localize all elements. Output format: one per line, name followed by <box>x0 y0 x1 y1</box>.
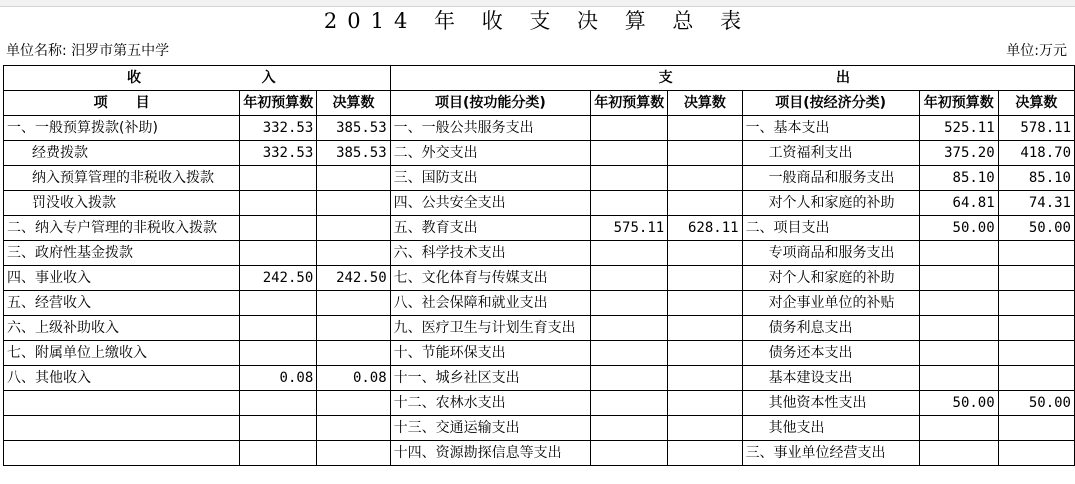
income-item-cell: 经费拨款 <box>4 141 240 166</box>
economic-budget-cell <box>919 366 998 391</box>
economic-budget-cell: 375.20 <box>919 141 998 166</box>
income-budget-cell <box>240 316 317 341</box>
economic-item-cell: 基本建设支出 <box>742 366 919 391</box>
function-final-cell <box>668 341 742 366</box>
table-row <box>4 316 1075 341</box>
economic-final-cell <box>998 316 1074 341</box>
function-final-cell <box>668 166 742 191</box>
income-budget-cell: 332.53 <box>240 141 317 166</box>
function-item-cell: 十一、城乡社区支出 <box>390 366 591 391</box>
economic-item-cell: 专项商品和服务支出 <box>742 241 919 266</box>
economic-item-header: 项目(按经济分类) <box>742 91 919 116</box>
function-item-cell: 十二、农林水支出 <box>390 391 591 416</box>
economic-final-cell <box>998 266 1074 291</box>
income-budget-header: 年初预算数 <box>240 91 317 116</box>
income-item-cell <box>4 441 240 466</box>
economic-final-cell <box>998 366 1074 391</box>
function-budget-cell <box>591 116 668 141</box>
economic-item-cell: 债务利息支出 <box>742 316 919 341</box>
economic-final-cell: 50.00 <box>998 216 1074 241</box>
economic-budget-cell: 50.00 <box>919 391 998 416</box>
function-item-cell: 五、教育支出 <box>390 216 591 241</box>
function-final-cell <box>668 366 742 391</box>
table-row <box>4 341 1075 366</box>
economic-final-header: 决算数 <box>998 91 1074 116</box>
income-item-cell: 三、政府性基金拨款 <box>4 241 240 266</box>
economic-budget-cell: 64.81 <box>919 191 998 216</box>
income-item-cell: 八、其他收入 <box>4 366 240 391</box>
economic-budget-cell: 50.00 <box>919 216 998 241</box>
economic-budget-cell <box>919 266 998 291</box>
function-final-cell <box>668 266 742 291</box>
income-item-cell: 二、纳入专户管理的非税收入拨款 <box>4 216 240 241</box>
economic-budget-cell <box>919 291 998 316</box>
economic-item-cell: 对企事业单位的补贴 <box>742 291 919 316</box>
budget-summary-table <box>3 65 1075 466</box>
economic-budget-cell: 525.11 <box>919 116 998 141</box>
income-final-cell <box>317 191 390 216</box>
function-final-cell <box>668 191 742 216</box>
income-final-cell <box>317 341 390 366</box>
income-budget-cell: 332.53 <box>240 116 317 141</box>
economic-final-cell: 85.10 <box>998 166 1074 191</box>
income-final-cell <box>317 291 390 316</box>
function-budget-cell <box>591 316 668 341</box>
table-row <box>4 116 1075 141</box>
economic-final-cell <box>998 291 1074 316</box>
income-final-cell <box>317 241 390 266</box>
economic-final-cell <box>998 241 1074 266</box>
function-budget-cell <box>591 266 668 291</box>
income-budget-cell <box>240 341 317 366</box>
income-final-cell <box>317 166 390 191</box>
section-header-row <box>4 66 1075 91</box>
economic-final-cell: 578.11 <box>998 116 1074 141</box>
economic-item-cell: 二、项目支出 <box>742 216 919 241</box>
function-final-header: 决算数 <box>668 91 742 116</box>
unit-name: 单位名称: 汨罗市第五中学 <box>6 43 170 59</box>
economic-final-cell: 74.31 <box>998 191 1074 216</box>
function-budget-cell <box>591 341 668 366</box>
unit-label: 单位:万元 <box>1006 43 1067 59</box>
table-row <box>4 166 1075 191</box>
economic-budget-header: 年初预算数 <box>919 91 998 116</box>
income-item-cell: 五、经营收入 <box>4 291 240 316</box>
function-final-cell: 628.11 <box>668 216 742 241</box>
table-row <box>4 416 1075 441</box>
income-budget-cell <box>240 166 317 191</box>
economic-final-cell <box>998 341 1074 366</box>
income-item-cell: 七、附属单位上缴收入 <box>4 341 240 366</box>
economic-item-cell: 对个人和家庭的补助 <box>742 191 919 216</box>
income-final-cell: 0.08 <box>317 366 390 391</box>
function-budget-cell <box>591 241 668 266</box>
function-final-cell <box>668 441 742 466</box>
income-budget-cell <box>240 191 317 216</box>
income-budget-cell <box>240 291 317 316</box>
income-item-header: 项 目 <box>4 91 240 116</box>
function-final-cell <box>668 116 742 141</box>
function-item-cell: 二、外交支出 <box>390 141 591 166</box>
function-item-header: 项目(按功能分类) <box>390 91 591 116</box>
economic-final-cell <box>998 441 1074 466</box>
economic-final-cell: 418.70 <box>998 141 1074 166</box>
function-budget-cell <box>591 391 668 416</box>
income-final-cell <box>317 441 390 466</box>
table-row <box>4 391 1075 416</box>
table-row <box>4 266 1075 291</box>
income-item-cell <box>4 416 240 441</box>
function-item-cell: 十、节能环保支出 <box>390 341 591 366</box>
function-final-cell <box>668 291 742 316</box>
economic-budget-cell <box>919 416 998 441</box>
function-final-cell <box>668 391 742 416</box>
income-final-cell <box>317 391 390 416</box>
income-item-cell <box>4 391 240 416</box>
income-budget-cell: 0.08 <box>240 366 317 391</box>
economic-budget-cell <box>919 441 998 466</box>
function-budget-cell <box>591 166 668 191</box>
economic-item-cell: 一般商品和服务支出 <box>742 166 919 191</box>
function-item-cell: 三、国防支出 <box>390 166 591 191</box>
economic-budget-cell <box>919 241 998 266</box>
income-budget-cell: 242.50 <box>240 266 317 291</box>
function-item-cell: 九、医疗卫生与计划生育支出 <box>390 316 591 341</box>
function-item-cell: 一、一般公共服务支出 <box>390 116 591 141</box>
income-item-cell: 纳入预算管理的非税收入拨款 <box>4 166 240 191</box>
income-item-cell: 四、事业收入 <box>4 266 240 291</box>
function-item-cell: 十四、资源勘探信息等支出 <box>390 441 591 466</box>
income-final-cell: 242.50 <box>317 266 390 291</box>
economic-budget-cell <box>919 316 998 341</box>
function-final-cell <box>668 241 742 266</box>
income-item-cell: 六、上级补助收入 <box>4 316 240 341</box>
economic-item-cell: 工资福利支出 <box>742 141 919 166</box>
income-budget-cell <box>240 241 317 266</box>
income-final-cell <box>317 216 390 241</box>
function-budget-cell <box>591 291 668 316</box>
economic-final-cell <box>998 416 1074 441</box>
function-budget-cell <box>591 141 668 166</box>
table-row <box>4 366 1075 391</box>
function-item-cell: 八、社会保障和就业支出 <box>390 291 591 316</box>
table-row <box>4 141 1075 166</box>
income-budget-cell <box>240 391 317 416</box>
economic-final-cell: 50.00 <box>998 391 1074 416</box>
function-final-cell <box>668 416 742 441</box>
function-budget-cell: 575.11 <box>591 216 668 241</box>
economic-budget-cell: 85.10 <box>919 166 998 191</box>
income-final-cell <box>317 416 390 441</box>
function-budget-header: 年初预算数 <box>591 91 668 116</box>
function-item-cell: 七、文化体育与传媒支出 <box>390 266 591 291</box>
economic-item-cell: 债务还本支出 <box>742 341 919 366</box>
income-final-header: 决算数 <box>317 91 390 116</box>
economic-item-cell: 对个人和家庭的补助 <box>742 266 919 291</box>
income-item-cell: 一、一般预算拨款(补助) <box>4 116 240 141</box>
report-title: 2014 年 收 支 决 算 总 表 <box>323 9 752 33</box>
income-item-cell: 罚没收入拨款 <box>4 191 240 216</box>
economic-item-cell: 其他资本性支出 <box>742 391 919 416</box>
income-final-cell <box>317 316 390 341</box>
table-row <box>4 291 1075 316</box>
table-row <box>4 241 1075 266</box>
economic-budget-cell <box>919 341 998 366</box>
economic-item-cell: 一、基本支出 <box>742 116 919 141</box>
function-budget-cell <box>591 416 668 441</box>
income-budget-cell <box>240 416 317 441</box>
income-budget-cell <box>240 216 317 241</box>
income-final-cell: 385.53 <box>317 116 390 141</box>
economic-item-cell: 其他支出 <box>742 416 919 441</box>
table-body <box>4 116 1075 466</box>
function-item-cell: 六、科学技术支出 <box>390 241 591 266</box>
function-final-cell <box>668 141 742 166</box>
income-final-cell: 385.53 <box>317 141 390 166</box>
table-row <box>4 441 1075 466</box>
function-item-cell: 十三、交通运输支出 <box>390 416 591 441</box>
table-row <box>4 191 1075 216</box>
column-header-row <box>4 91 1075 116</box>
function-final-cell <box>668 316 742 341</box>
economic-item-cell: 三、事业单位经营支出 <box>742 441 919 466</box>
table-row <box>4 216 1075 241</box>
income-section-header: 收 入 <box>4 66 391 91</box>
function-budget-cell <box>591 441 668 466</box>
function-item-cell: 四、公共安全支出 <box>390 191 591 216</box>
function-budget-cell <box>591 366 668 391</box>
function-budget-cell <box>591 191 668 216</box>
income-budget-cell <box>240 441 317 466</box>
expense-section-header: 支 出 <box>390 66 1074 91</box>
